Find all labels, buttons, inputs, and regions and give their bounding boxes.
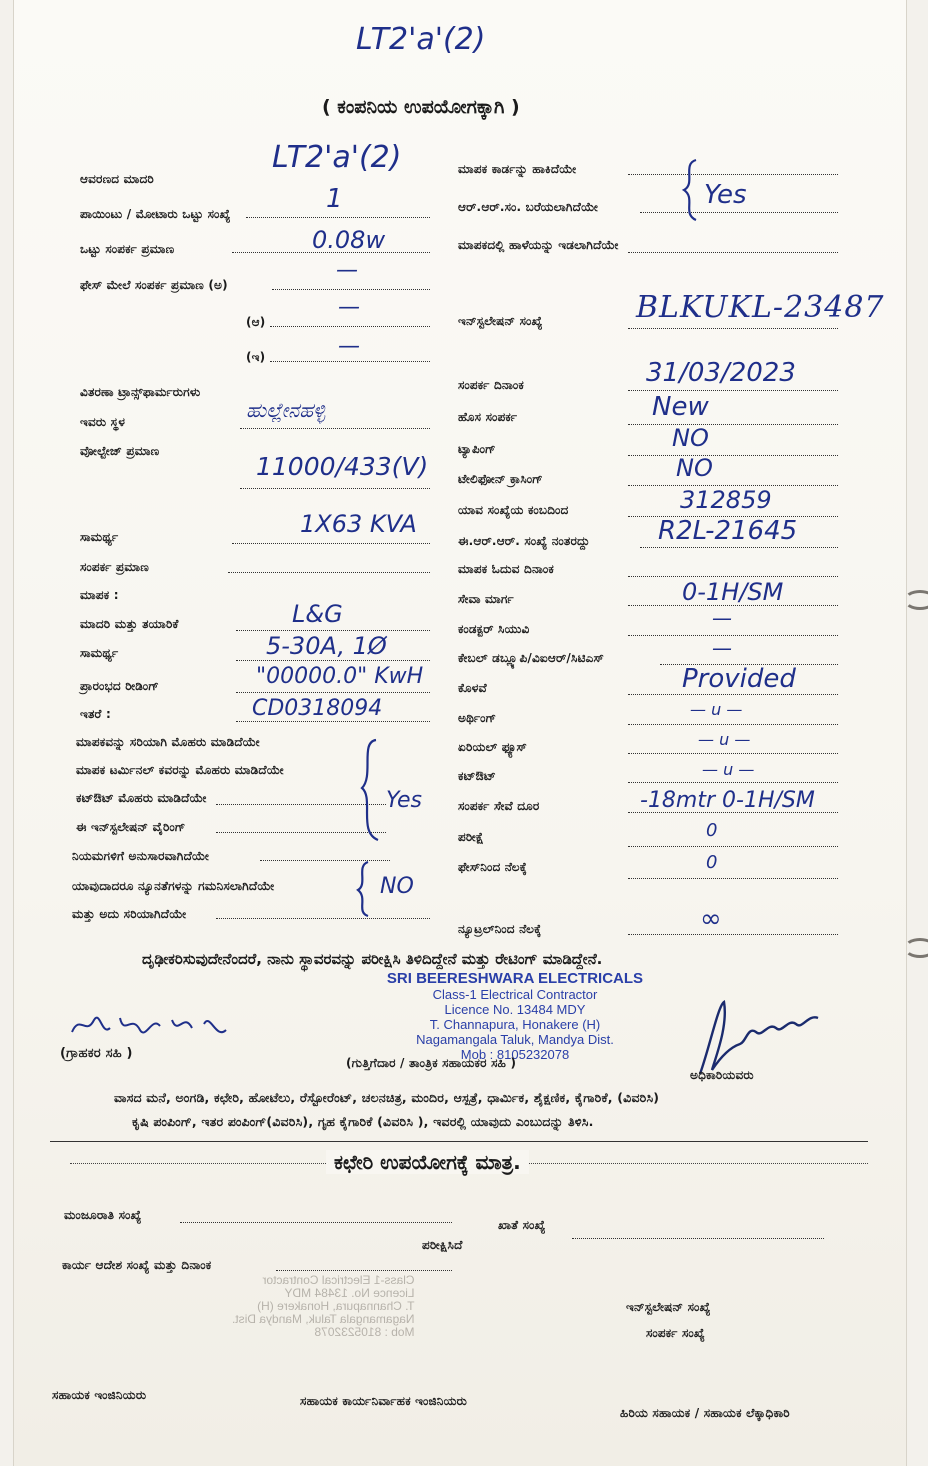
cutout-sealed-label: ಕಟ್‌ಔಟ್ ಮೊಹರು ಮಾಡಿದೆಯೇ	[76, 791, 207, 805]
terminal-cover-sealed-label: ಮಾಪಕ ಟರ್ಮಿನಲ್ ಕವರನ್ನು ಮೊಹರು ಮಾಡಿದೆಯೇ	[76, 763, 284, 777]
dots-connection-date	[628, 390, 838, 391]
dots-sanction-no	[180, 1222, 452, 1223]
dots-reading-date	[628, 576, 838, 577]
dots-sheet-kept	[628, 252, 838, 253]
stamp-mobile: Mob : 8105232078	[460, 1047, 570, 1062]
test-label: ಪರೀಕ್ಷೆ	[458, 830, 484, 844]
phase-load-a-label: ಫೇಸ್ ಮೇಲೆ ಸಂಪರ್ಕ ಪ್ರಮಾಣ (ಅ)	[80, 278, 228, 292]
service-route-value: 0-1H/SM	[682, 578, 784, 606]
sanction-no-label: ಮಂಜೂರಾತಿ ಸಂಖ್ಯೆ	[64, 1208, 142, 1222]
stamp-bleed-through: Class-1 Electrical Contractor Licence No. 13484 MDY T. Channapura, Honakere (H) Nagamangala Taluk, Mandya Dist. Mob : 8105232078	[232, 1273, 415, 1339]
stamp-name: SRI BEERESHWARA ELECTRICALS	[386, 970, 644, 987]
stamp-address2: Nagamangala Taluk, Mandya Dist.	[416, 1032, 614, 1047]
category-note-line1: ವಾಸದ ಮನೆ, ಅಂಗಡಿ, ಕಛೇರಿ, ಹೋಟೆಲು, ರೆಸ್ಟೋರೆಂಟ್, ಚಲನಚಿತ್ರ, ಮಂದಿರ, ಆಸ್ಪತ್ರೆ, ಧಾರ್ಮಿಕ, ಶೈಕ್ಷಣಿಕ, ಕೈಗಾರಿಕೆ, (ವಿವರಿಸಿ)	[114, 1090, 660, 1105]
meter-label: ಮಾಪಕ :	[80, 588, 119, 602]
connection-date-label: ಸಂಪರ್ಕ ದಿನಾಂಕ	[458, 378, 524, 392]
meter-reading-date-label: ಮಾಪಕ ಓದುವ ದಿನಾಂಕ	[458, 562, 555, 576]
transformer-capacity-value: 1X63 KVA	[300, 510, 417, 538]
dots-earthing	[628, 724, 838, 725]
rr-no-written-label: ಆರ್.ಆರ್.ಸಂ. ಬರೆಯಲಾಗಿದೆಯೇ	[458, 200, 599, 214]
telephone-crossing-value: NO	[676, 454, 713, 482]
brace-no-icon	[350, 858, 376, 920]
pole-no-value: 312859	[680, 486, 772, 514]
accounts-officer-label: ಹಿರಿಯ ಸಹಾಯಕ / ಸಹಾಯಕ ಲೆಕ್ಕಾಧಿಕಾರಿ	[620, 1406, 790, 1420]
initial-reading-label: ಪ್ರಾರಂಭದ ರೀಡಿಂಗ್	[80, 679, 159, 693]
sheet-kept-label: ಮಾಪಕದಲ್ಲಿ ಹಾಳೆಯನ್ನು ಇಡಲಾಗಿದೆಯೇ	[458, 238, 619, 252]
cable-value: —	[712, 636, 732, 660]
aerial-fuse-label: ಏರಿಯಲ್ ಫ್ಯೂಸ್	[458, 740, 528, 754]
consumer-sign-label: (ಗ್ರಾಹಕರ ಸಹಿ )	[60, 1046, 133, 1061]
office-installation-no-label: ಇನ್‌ಸ್ಟಲೇಷನ್ ಸಂಖ್ಯೆ	[626, 1300, 711, 1314]
meter-sealed-label: ಮಾಪಕವನ್ನು ಸರಿಯಾಗಿ ಮೊಹರು ಮಾಡಿದೆಯೇ	[76, 735, 260, 749]
dots-connection-load	[228, 572, 430, 573]
account-no-label: ಖಾತೆ ಸಂಖ್ಯೆ	[498, 1218, 546, 1232]
make-model-value: L&G	[292, 600, 343, 628]
installation-wiring-label: ಈ ಇನ್‌ಸ್ಟಲೇಷನ್ ವೈರಿಂಗ್	[76, 820, 186, 834]
earthing-label: ಅರ್ಥಿಂಗ್	[458, 711, 497, 725]
premises-type-label: ಆವರಣದ ಮಾದರಿ	[80, 172, 154, 186]
dots-phase-a	[272, 289, 430, 290]
stamp-class: Class-1 Electrical Contractor	[432, 987, 598, 1002]
dots-is-correct	[216, 918, 430, 919]
telephone-crossing-label: ಟೇಲಿಫೋನ್ ಕ್ರಾಸಿಂಗ್	[458, 472, 543, 486]
installation-no-value: BLKUKL-23487	[636, 290, 885, 325]
total-load-value: 0.08w	[312, 226, 386, 254]
dots-aerial-fuse	[628, 753, 838, 754]
checked-label: ಪರೀಕ್ಷಿಸಿದೆ	[422, 1238, 463, 1252]
dots-location	[240, 428, 430, 429]
dots-points	[246, 217, 430, 218]
dots-conduit	[628, 694, 838, 695]
rr-written-value: Yes	[704, 180, 747, 210]
dots-test	[628, 846, 838, 847]
stamp-licence: Licence No. 13484 MDY	[444, 1002, 586, 1017]
connection-load-label: ಸಂಪರ್ಕ ಪ್ರಮಾಣ	[80, 560, 149, 574]
dots-phase-c	[270, 361, 430, 362]
dots-voltage	[240, 488, 430, 489]
make-model-label: ಮಾದರಿ ಮತ್ತು ತಯಾರಿಕೆ	[80, 617, 179, 631]
asst-exec-engineer-label: ಸಹಾಯಕ ಕಾರ್ಯನಿರ್ವಾಹಕ ಇಂಜಿನಿಯರು	[300, 1394, 468, 1408]
test-value: 0	[706, 820, 718, 841]
dots-make	[236, 630, 430, 631]
cutout-sealed-value: Yes	[386, 788, 423, 813]
cutout-value: — u —	[702, 760, 755, 779]
dots-new	[628, 424, 838, 425]
phase-to-earth-label: ಫೇಸ್‌ನಿಂದ ನೆಲಕ್ಕೆ	[458, 860, 527, 874]
dots-others	[236, 721, 430, 722]
next-rr-no-value: R2L-21645	[658, 516, 798, 546]
dots-initial-reading	[236, 692, 430, 693]
form-title: ( ಕಂಪನಿಯ ಉಪಯೋಗಕ್ಕಾಗಿ )	[322, 96, 520, 118]
service-distance-label: ಸಂಪರ್ಕ ಸೇವೆ ದೂರ	[458, 799, 540, 813]
work-order-label: ಕಾರ್ಯ ಆದೇಶ ಸಂಖ್ಯೆ ಮತ್ತು ದಿನಾಂಕ	[62, 1258, 212, 1272]
earthing-value: — u —	[690, 700, 743, 719]
dots-next-rr	[640, 547, 838, 548]
dots-conductor	[628, 635, 838, 636]
others-value: CD0318094	[252, 696, 383, 721]
conductor-label: ಕಂಡಕ್ಟರ್ ಸಿಯುವಿ	[458, 622, 530, 636]
brace-rr-icon	[676, 156, 702, 224]
officer-sign-label: ಅಧಿಕಾರಿಯವರು	[690, 1068, 754, 1082]
dots-capacity	[232, 543, 430, 544]
consumer-signature-icon	[66, 1006, 242, 1048]
phase-load-b-value: —	[338, 295, 360, 320]
next-rr-no-label: ಈ.ಆರ್.ಆರ್. ಸಂಖ್ಯೆ ನಂತರದ್ದು	[458, 534, 590, 548]
connection-date-value: 31/03/2023	[646, 358, 796, 388]
dots-meter-card	[628, 174, 838, 175]
conductor-value: —	[712, 606, 732, 630]
initial-reading-value: "00000.0" KwH	[256, 664, 424, 689]
per-rules-label: ನಿಯಮಗಳಿಗೆ ಅನುಸಾರವಾಗಿದೆಯೇ	[72, 849, 209, 863]
meter-capacity-value: 5-30A, 1Ø	[266, 632, 387, 660]
phase-load-c-value: —	[338, 334, 360, 359]
points-motors-value: 1	[326, 184, 343, 214]
meter-capacity-label: ಸಾಮರ್ಥ್ಯ	[80, 646, 119, 660]
dots-neutral-earth	[628, 934, 838, 935]
phase-load-c-label: (ಇ)	[246, 350, 266, 364]
conduit-value: Provided	[682, 664, 796, 694]
dots-rr-written	[640, 212, 838, 213]
conduit-label: ಕೊಳವೆ	[458, 681, 487, 695]
neutral-to-earth-value: ∞	[700, 904, 722, 934]
binder-ring-top	[904, 590, 928, 610]
binder-ring-bottom	[904, 938, 928, 958]
office-rule-top	[50, 1141, 868, 1142]
defects-value: NO	[380, 874, 414, 899]
office-connection-no-label: ಸಂಪರ್ಕ ಸಂಖ್ಯೆ	[646, 1326, 705, 1340]
certification-statement: ದೃಢೀಕರಿಸುವುದೇನೆಂದರೆ, ನಾನು ಸ್ಥಾವರವನ್ನು ಪರೀಕ್ಷಿಸಿ ತಿಳಿದಿದ್ದೇನೆ ಮತ್ತು ರೇಟಿಂಗ್ ಮಾಡಿದ್ದೇನೆ.	[142, 950, 603, 968]
installation-no-label: ಇನ್‌ಸ್ಟಲೇಷನ್ ಸಂಖ್ಯೆ	[458, 314, 543, 328]
stamp-address1: T. Channapura, Honakere (H)	[429, 1017, 601, 1032]
neutral-to-earth-label: ನ್ಯೂಟ್ರಲ್‌ನಿಂದ ನೆಲಕ್ಕೆ	[458, 922, 542, 936]
dots-installation-no	[628, 328, 838, 329]
premises-type-value: LT2'a'(2)	[272, 140, 402, 175]
dots-meter-capacity	[236, 660, 430, 661]
voltage-label: ವೋಲ್ಟೇಜ್ ಪ್ರಮಾಣ	[80, 444, 160, 458]
category-note-line2: ಕೃಷಿ ಪಂಪಿಂಗ್, ಇತರ ಪಂಪಿಂಗ್(ವಿವರಿಸಿ), ಗೃಹ ಕೈಗಾರಿಕೆ (ವಿವರಿಸಿ ), ಇವರಲ್ಲಿ ಯಾವುದು ಎಂಬುದನ್ನು ತಿಳಿಸಿ.	[132, 1114, 594, 1129]
dots-cutout-r	[628, 782, 838, 783]
others-label: ಇತರೆ :	[80, 707, 111, 721]
dots-account-no	[572, 1238, 824, 1239]
new-connection-value: New	[652, 392, 709, 422]
contractor-sign-label: (ಗುತ್ತಿಗೆದಾರ / ತಾಂತ್ರಿಕ ಸಹಾಯಕರ ಸಹಿ )	[346, 1056, 517, 1070]
is-correct-label: ಮತ್ತು ಅದು ಸರಿಯಾಗಿದೆಯೇ	[72, 907, 187, 921]
tapping-label: ಟ್ಯಾಪಿಂಗ್	[458, 442, 496, 456]
aerial-fuse-value: — u —	[698, 730, 751, 749]
office-use-heading: ಕಛೇರಿ ಉಪಯೋಗಕ್ಕೆ ಮಾತ್ರ.	[326, 1150, 529, 1174]
dots-phase-earth	[628, 878, 838, 879]
points-motors-label: ಪಾಯಿಂಟು / ಮೋಟಾರು ಒಟ್ಟು ಸಂಖ್ಯೆ	[80, 207, 231, 221]
contractor-stamp	[370, 970, 660, 1062]
cable-label: ಕೇಬಲ್ ಡಬ್ಲ್ಯೂಪಿ/ವಿಐಆರ್/ಸಿಟಿಎಸ್	[458, 651, 604, 665]
distribution-transformers-label: ವಿತರಣಾ ಟ್ರಾನ್ಸ್‌ಫಾರ್ಮರುಗಳು	[80, 385, 201, 399]
pole-no-label: ಯಾವ ಸಂಖ್ಯೆಯ ಕಂಬದಿಂದ	[458, 503, 569, 517]
phase-to-earth-value: 0	[706, 852, 718, 873]
brace-yes-icon	[348, 736, 388, 846]
capacity-label: ಸಾಮರ್ಥ್ಯ	[80, 530, 119, 544]
location-label: ಇವರು ಸ್ಥಳ	[80, 415, 126, 429]
tapping-value: NO	[672, 424, 709, 452]
service-distance-value: -18mtr 0-1H/SM	[640, 788, 815, 813]
phase-load-b-label: (ಆ)	[246, 315, 266, 329]
dots-work-order	[276, 1270, 452, 1271]
dots-phase-b	[270, 326, 430, 327]
total-load-label: ಒಟ್ಟು ಸಂಪರ್ಕ ಪ್ರಮಾಣ	[80, 242, 175, 256]
new-connection-label: ಹೊಸ ಸಂಪರ್ಕ	[458, 410, 518, 424]
dots-tapping	[628, 455, 838, 456]
asst-engineer-label: ಸಹಾಯಕ ಇಂಜಿನಿಯರು	[52, 1388, 147, 1402]
defects-noticed-label: ಯಾವುದಾದರೂ ನ್ಯೂನತೆಗಳನ್ನು ಗಮನಿಸಲಾಗಿದೆಯೇ	[72, 879, 275, 893]
cutout-label: ಕಟ್‌ಔಟ್	[458, 769, 496, 783]
location-value: ಹುಲ್ಲೇನಹಳ್ಳಿ	[246, 398, 326, 422]
meter-card-label: ಮಾಪಕ ಕಾರ್ಡನ್ನು ಹಾಕಿದೆಯೇ	[458, 162, 577, 176]
voltage-value: 11000/433(V)	[256, 452, 429, 481]
service-route-label: ಸೇವಾ ಮಾರ್ಗ	[458, 592, 514, 606]
form-code-handwritten: LT2'a'(2)	[356, 22, 486, 57]
phase-load-a-value: —	[336, 258, 358, 283]
